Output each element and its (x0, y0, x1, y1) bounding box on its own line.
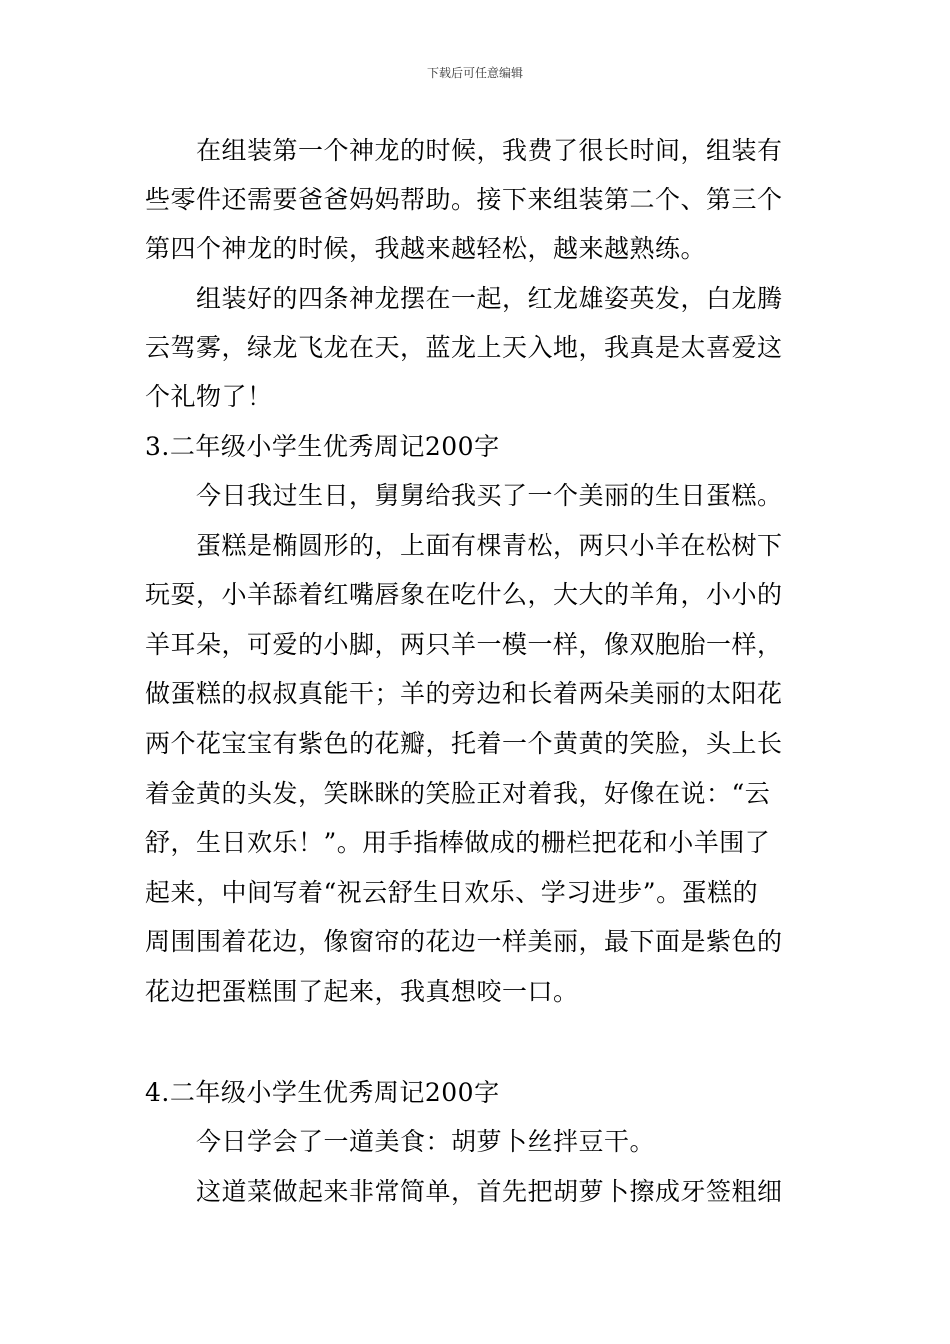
text-line: 羊耳朵，可爱的小脚，两只羊一模一样，像双胞胎一样， (145, 630, 783, 659)
text-line: 花边把蛋糕围了起来，我真想咬一口。 (145, 977, 579, 1006)
text-line: 今日学会了一道美食：胡萝卜丝拌豆干。 (196, 1127, 656, 1156)
text-line: 玩耍，小羊舔着红嘴唇象在吃什么，大大的羊角，小小的 (145, 580, 783, 609)
text-line: 在组装第一个神龙的时候，我费了很长时间，组装有 (196, 136, 783, 165)
text-line: 些零件还需要爸爸妈妈帮助。接下来组装第二个、第三个 (145, 185, 783, 214)
text-line: 组装好的四条神龙摆在一起，红龙雄姿英发，白龙腾 (196, 284, 783, 313)
text-line: 舒，生日欢乐！”。用手指棒做成的栅栏把花和小羊围了 (145, 828, 771, 857)
text-line: 云驾雾，绿龙飞龙在天，蓝龙上天入地，我真是太喜爱这 (145, 333, 783, 362)
text-line: 周围围着花边，像窗帘的花边一样美丽，最下面是紫色的 (145, 927, 783, 956)
text-line: 个礼物了！ (145, 382, 273, 411)
text-line: 第四个神龙的时候，我越来越轻松，越来越熟练。 (145, 234, 707, 263)
text-line: 今日我过生日，舅舅给我买了一个美丽的生日蛋糕。 (196, 481, 783, 510)
page-header: 下载后可任意编辑 (426, 66, 523, 80)
text-line: 做蛋糕的叔叔真能干；羊的旁边和长着两朵美丽的太阳花 (145, 679, 783, 708)
section-heading: 4.二年级小学生优秀周记200字 (145, 1078, 500, 1107)
text-line: 起来，中间写着“祝云舒生日欢乐、学习进步”。蛋糕的 (145, 878, 759, 907)
section-heading: 3.二年级小学生优秀周记200字 (145, 432, 500, 461)
text-line: 蛋糕是椭圆形的，上面有棵青松，两只小羊在松树下 (196, 531, 783, 560)
text-line: 着金黄的头发，笑眯眯的笑脸正对着我，好像在说：“云 (145, 779, 771, 808)
text-line: 两个花宝宝有紫色的花瓣，托着一个黄黄的笑脸，头上长 (145, 729, 783, 758)
text-line: 这道菜做起来非常简单，首先把胡萝卜擦成牙签粗细 (196, 1177, 783, 1206)
